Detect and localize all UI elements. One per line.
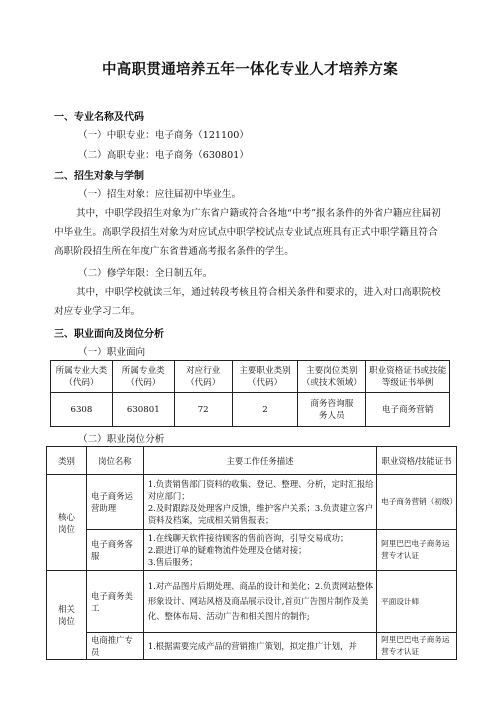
section-2-heading: 二、招生对象与学制 [54, 171, 144, 182]
task-cell: 1.负责销售部门资料的收集、登记、整理、分析，定时汇报给对应部门； 2.及时跟踪及处理客户反馈，维护客户关系；3.负责建立客户资料及档案，完成相关销售报表； [143, 475, 376, 530]
header-cell: 职业资格/技能证书 [377, 447, 457, 475]
document-title: 中高职贯通培养五年一体化专业人才培养方案 [102, 62, 398, 78]
header-cell: 对应行业 （代码） [174, 361, 232, 393]
table-cell: 商务咨询服务人员 [298, 393, 366, 427]
table-row [51, 393, 450, 427]
task-cell: 1.对产品图片后期处理、商品的设计和美化；2.负责网站整体形象设计、网站风格及商品展示设计,首页广告图片制作及美化、整体布局、活动广告和相关图片的制作; [143, 571, 376, 633]
task-cell: 1.根据需要完成产品的营销推广策划，拟定推广计划，并 [143, 633, 376, 660]
table-cell: 电子商务营销 [366, 393, 450, 427]
header-cell: 主要职业类别 （代码） [232, 361, 298, 393]
post-cell: 电子商务客服 [86, 530, 143, 571]
task-cell: 1.在线聊天软件接待顾客的售前咨询，引导交易成功； 2.跟进订单的疑难物流件处理及仓储对接； 3.售后服务； [143, 530, 376, 571]
job-analysis-table [46, 446, 457, 660]
section-2-paragraph-2: 其中，中职学校就读三年，通过转段考核且符合相关条件和要求的，进入对口高职院校对应专业学习二年。 [54, 287, 441, 317]
table-cell: 6308 [51, 393, 113, 427]
section-3-heading: 三、职业面向及岗位分析 [54, 329, 164, 340]
table-cell: 72 [174, 393, 232, 427]
section-2-paragraph-1 [54, 204, 447, 261]
table-header-row [47, 447, 457, 475]
post-cell: 电子商务运营助理 [86, 475, 143, 530]
header-cell: 岗位名称 [86, 447, 143, 475]
section-3-sub-2: （二）职业岗位分析 [78, 434, 165, 445]
table-cell: 2 [232, 393, 298, 427]
section-2-item-1: （一）招生对象：应往届初中毕业生。 [78, 189, 242, 200]
table-row [47, 475, 457, 530]
header-cell: 所属专业类 （代码） [112, 361, 174, 393]
header-cell: 主要工作任务描述 [143, 447, 376, 475]
section-2-item-2: （二）修学年限：全日制五年。 [78, 268, 213, 279]
section-2-paragraph-1b: 高职学段招生对象为对应试点中职学校试点专业试点班具有正式中职学籍且符合高职阶段招生所在年度广东省普通高考报名条件的学生。 [54, 227, 438, 257]
section-1-item-1: （一）中职专业：电子商务（121100） [78, 130, 249, 141]
cert-cell: 电子商务营销（初级） [377, 475, 457, 530]
header-cell: 类别 [47, 447, 87, 475]
table-cell: 630801 [112, 393, 174, 427]
table-row [47, 571, 457, 633]
cert-cell: 平面设计师 [377, 571, 457, 633]
section-3-sub-1: （一）职业面向 [78, 347, 146, 358]
header-cell: 职业资格证书或技能 等级证书举例 [366, 361, 450, 393]
section-1-item-2: （二）高职专业：电子商务（630801） [78, 150, 249, 161]
header-cell: 所属专业大类 （代码） [51, 361, 113, 393]
cert-cell: 阿里巴巴电子商务运营专才认证 [377, 633, 457, 660]
table-row [47, 530, 457, 571]
section-1-heading: 一、专业名称及代码 [54, 112, 144, 123]
table-header-row [51, 361, 450, 393]
career-orientation-table [50, 360, 450, 427]
category-cell: 核心岗位 [47, 475, 87, 571]
header-cell: 主要岗位类别 （或技术领域） [298, 361, 366, 393]
table-row [47, 633, 457, 660]
post-cell: 电子商务美工 [86, 571, 143, 633]
section-2-paragraph-1a: 其中，中职学段招生对象为广东省户籍或符合各地“中考”报名条件的外省户籍应往届初中毕业生。 [54, 208, 441, 238]
post-cell: 电商推广专员 [86, 633, 143, 660]
cert-cell: 阿里巴巴电子商务运营专才认证 [377, 530, 457, 571]
category-cell: 相关岗位 [47, 571, 87, 660]
